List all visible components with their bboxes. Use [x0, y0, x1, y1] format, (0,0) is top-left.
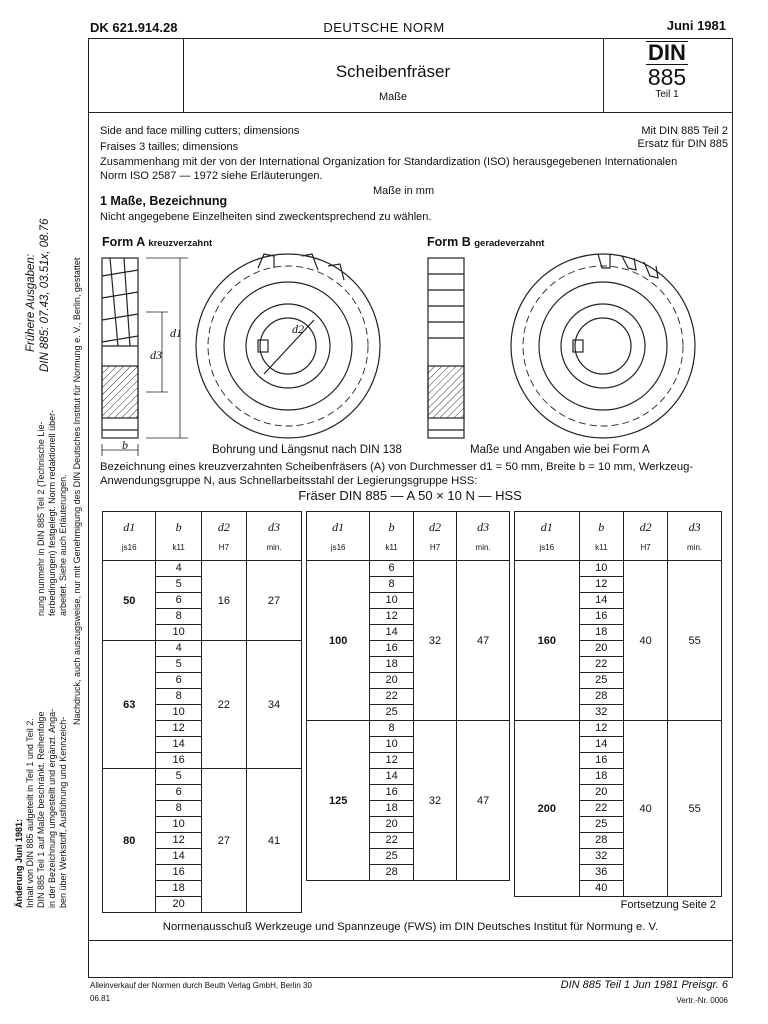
header-d2	[413, 512, 456, 561]
table-header-row	[307, 512, 510, 561]
cell-b: 8	[370, 577, 414, 593]
table-row	[103, 769, 302, 785]
cell-b: 18	[370, 657, 414, 673]
cell-b: 14	[156, 849, 201, 865]
cell-b: 12	[370, 609, 414, 625]
cell-d2: 32	[413, 721, 456, 881]
header-b-tolerance: k11	[595, 543, 608, 552]
din-part: Teil 1	[655, 89, 679, 100]
header-d2	[623, 512, 667, 561]
cell-b: 32	[579, 849, 623, 865]
dk-number: DK 621.914.28	[90, 20, 178, 35]
form-a-label: Form A	[102, 235, 145, 249]
cell-b: 25	[579, 817, 623, 833]
cell-b: 20	[156, 897, 201, 913]
header-b	[370, 512, 414, 561]
change-line-1: Inhalt von DIN 885 aufgeteilt in Teil 1 und Teil 2.	[25, 718, 35, 908]
cell-d2: 40	[623, 561, 667, 721]
cell-b: 4	[156, 561, 201, 577]
form-b-side-view	[428, 258, 464, 438]
form-b-caption: Maße und Angaben wie bei Form A	[470, 444, 650, 456]
din-number: 885	[647, 64, 687, 90]
header-d1-symbol: d1	[540, 520, 553, 534]
committee-line: Normenausschuß Werkzeuge und Spannzeuge (FWS) im DIN Deutsches Institut für Normung e. V.	[162, 921, 659, 933]
table-header-row	[515, 512, 722, 561]
cell-b: 36	[579, 865, 623, 881]
header-d1-tolerance: js16	[539, 543, 555, 552]
norm-label: DEUTSCHE NORM	[323, 20, 445, 35]
change-line-3: in der Bezeichnung umgestellt und ergänzt. Anga-	[47, 708, 57, 908]
cell-b: 22	[579, 657, 623, 673]
header-d1	[307, 512, 370, 561]
form-a-side-view	[102, 258, 138, 438]
header-d1-symbol: d1	[332, 520, 345, 534]
related-standard: Mit DIN 885 Teil 2	[641, 125, 728, 137]
cell-b: 8	[156, 609, 201, 625]
cell-b: 8	[156, 689, 201, 705]
table-row	[307, 721, 510, 737]
cell-b: 5	[156, 577, 201, 593]
header-d3-tolerance: min.	[475, 543, 491, 552]
issue-date: Juni 1981	[666, 18, 726, 33]
replacement-standard: Ersatz für DIN 885	[637, 138, 728, 150]
header-d2-symbol: d2	[217, 520, 230, 534]
cell-b: 4	[156, 641, 201, 657]
english-title: Side and face milling cutters; dimensions	[100, 125, 300, 137]
table-row	[103, 641, 302, 657]
cell-d1: 160	[515, 561, 580, 721]
cell-b: 10	[370, 593, 414, 609]
cell-b: 5	[156, 769, 201, 785]
cell-b: 10	[156, 625, 201, 641]
cell-b: 20	[579, 641, 623, 657]
header-d2-tolerance: H7	[640, 543, 651, 552]
din-badge	[606, 41, 728, 100]
dimension-table-3	[514, 511, 722, 897]
header-d3-tolerance: min.	[687, 543, 703, 552]
cell-b: 6	[156, 785, 201, 801]
change-line-7: arbeitet. Siehe auch Erläuterungen.	[58, 474, 68, 616]
cell-d3: 55	[668, 561, 722, 721]
header-d2-symbol: d2	[429, 520, 442, 534]
cell-b: 10	[156, 705, 201, 721]
dimension-table-2	[306, 511, 510, 881]
header-d2	[201, 512, 246, 561]
designation-example: Fräser DIN 885 — A 50 × 10 N — HSS	[298, 488, 522, 503]
cell-d2: 22	[201, 641, 246, 769]
header-b-tolerance: k11	[385, 543, 398, 552]
section-heading: 1 Maße, Bezeichnung	[100, 194, 228, 208]
header-d3	[247, 512, 302, 561]
change-line-5: nung nunmehr in DIN 885 Teil 2 (Technische Lie-	[36, 421, 46, 616]
iso-relation-2: Norm ISO 2587 — 1972 siehe Erläuterungen.	[100, 170, 323, 182]
cell-b: 10	[156, 817, 201, 833]
cell-b: 18	[370, 801, 414, 817]
page-title: Scheibenfräser	[335, 62, 451, 81]
title-bottom-rule	[88, 112, 733, 113]
earlier-editions-text: DIN 885: 07.43, 03.51x, 08.76	[39, 218, 51, 372]
cell-b: 25	[370, 705, 414, 721]
header-d1-tolerance: js16	[121, 543, 137, 552]
cell-d2: 32	[413, 561, 456, 721]
cell-b: 16	[579, 609, 623, 625]
cell-b: 18	[579, 769, 623, 785]
form-a-desc: kreuzverzahnt	[148, 238, 213, 249]
cell-b: 16	[370, 641, 414, 657]
cell-b: 22	[370, 833, 414, 849]
cell-b: 40	[579, 881, 623, 897]
section-note: Nicht angegebene Einzelheiten sind zweckentsprechend zu wählen.	[100, 211, 432, 223]
table-row	[515, 561, 722, 577]
earlier-editions-label: Frühere Ausgaben:	[25, 253, 37, 352]
change-title: Änderung Juni 1981:	[14, 818, 24, 908]
cell-d3: 47	[457, 721, 510, 881]
cell-b: 14	[579, 593, 623, 609]
cell-d3: 55	[668, 721, 722, 897]
dim-label-b: b	[122, 438, 128, 452]
form-b-label: Form B	[427, 235, 471, 249]
units-note: Maße in mm	[373, 185, 435, 197]
cell-b: 18	[156, 881, 201, 897]
change-line-4: ben über Werkstoff, Ausführung und Kennzeich-	[58, 716, 68, 908]
page-subtitle: Maße	[378, 91, 408, 103]
copyright-note: Nachdruck, auch auszugsweise, nur mit Genehmigung des DIN Deutsches Institut für Normung e. V., Berlin, gestattet	[72, 257, 82, 725]
table-row	[103, 561, 302, 577]
header-b	[579, 512, 623, 561]
cell-b: 6	[156, 593, 201, 609]
header-d3-tolerance: min.	[266, 543, 282, 552]
title-divider-right	[603, 38, 604, 112]
header-d1-tolerance: js16	[330, 543, 346, 552]
header-d3	[457, 512, 510, 561]
cell-d1: 125	[307, 721, 370, 881]
cell-d3: 27	[247, 561, 302, 641]
header-b-symbol: b	[175, 520, 182, 534]
cell-b: 28	[579, 833, 623, 849]
header-b-symbol: b	[388, 520, 395, 534]
cell-d3: 47	[457, 561, 510, 721]
cell-b: 5	[156, 657, 201, 673]
form-b-desc: geradeverzahnt	[474, 238, 545, 249]
cell-b: 22	[370, 689, 414, 705]
cell-b: 32	[579, 705, 623, 721]
continued-note: Fortsetzung Seite 2	[620, 899, 716, 911]
cell-b: 20	[370, 673, 414, 689]
header-d2-tolerance: H7	[429, 543, 441, 552]
form-a-front-view	[196, 254, 380, 438]
cell-b: 6	[156, 673, 201, 689]
cell-b: 28	[579, 689, 623, 705]
change-line-2: DIN 885 Teil 1 auf Maße beschränkt. Reihenfolge	[36, 711, 46, 908]
cell-d1: 63	[103, 641, 156, 769]
cell-b: 14	[156, 737, 201, 753]
header-d3-symbol: d3	[477, 520, 490, 534]
cell-b: 16	[156, 753, 201, 769]
change-line-6: ferbedingungen) festgelegt. Norm redaktionell über-	[47, 409, 57, 616]
header-d3-symbol: d3	[268, 520, 280, 534]
cell-d3: 34	[247, 641, 302, 769]
header-d3	[668, 512, 722, 561]
reference-line: DIN 885 Teil 1 Jun 1981 Preisgr. 6	[560, 979, 728, 991]
cutter-drawing	[88, 246, 733, 456]
designation-line-2: Anwendungsgruppe N, aus Schnellarbeitsstahl der Legierungsgruppe HSS:	[100, 475, 478, 487]
table-row	[307, 561, 510, 577]
dimension-table-1	[102, 511, 302, 913]
cell-b: 16	[579, 753, 623, 769]
cell-b: 22	[579, 801, 623, 817]
cell-b: 6	[370, 561, 414, 577]
cell-d1: 100	[307, 561, 370, 721]
header-b-tolerance: k11	[172, 543, 185, 552]
cell-d3: 41	[247, 769, 302, 913]
cell-b: 10	[579, 561, 623, 577]
bore-caption: Bohrung und Längsnut nach DIN 138	[212, 444, 402, 456]
cell-b: 12	[579, 721, 623, 737]
cell-b: 14	[579, 737, 623, 753]
footer-rule	[88, 940, 733, 941]
dim-label-d3: d3	[150, 348, 162, 362]
cell-b: 12	[579, 577, 623, 593]
cell-b: 20	[579, 785, 623, 801]
cell-b: 20	[370, 817, 414, 833]
cell-b: 14	[370, 769, 414, 785]
print-code: 06.81	[90, 994, 111, 1003]
designation-line-1: Bezeichnung eines kreuzverzahnten Scheibenfräsers (A) von Durchmesser d1 = 50 mm, Breite b = 10 mm, Werkzeug-	[100, 461, 694, 473]
table-row	[515, 721, 722, 737]
cell-b: 28	[370, 865, 414, 881]
french-title: Fraises 3 tailles; dimensions	[100, 141, 239, 153]
cell-d2: 16	[201, 561, 246, 641]
header-d3-symbol: d3	[688, 520, 701, 534]
vertr-number: Vertr.-Nr. 0006	[676, 996, 728, 1005]
din-word: DIN	[648, 40, 686, 65]
iso-relation-1: Zusammenhang mit der von der International Organization for Standardization (ISO) herausgegebenen Internationalen	[100, 156, 678, 168]
header-d1	[103, 512, 156, 561]
cell-b: 12	[370, 753, 414, 769]
cell-b: 8	[370, 721, 414, 737]
cell-b: 25	[370, 849, 414, 865]
dim-label-d2: d2	[292, 322, 304, 336]
cell-d1: 50	[103, 561, 156, 641]
header-d2-symbol: d2	[639, 520, 652, 534]
cell-b: 18	[579, 625, 623, 641]
header-d1-symbol: d1	[123, 520, 136, 534]
cell-d2: 40	[623, 721, 667, 897]
dim-label-d1: d1	[170, 326, 182, 340]
cell-b: 12	[156, 721, 201, 737]
form-a-dimension-lines	[102, 258, 188, 456]
table-header-row	[103, 512, 302, 561]
cell-b: 12	[156, 833, 201, 849]
header-b-symbol: b	[598, 520, 605, 534]
cell-d1: 200	[515, 721, 580, 897]
cell-d2: 27	[201, 769, 246, 913]
header-d1	[515, 512, 580, 561]
cell-b: 8	[156, 801, 201, 817]
header-d2-tolerance: H7	[218, 543, 230, 552]
cell-d1: 80	[103, 769, 156, 913]
cell-b: 16	[370, 785, 414, 801]
form-b-front-view	[511, 254, 695, 438]
cell-b: 14	[370, 625, 414, 641]
cell-b: 16	[156, 865, 201, 881]
cell-b: 25	[579, 673, 623, 689]
sales-note: Alleinverkauf der Normen durch Beuth Verlag GmbH, Berlin 30	[90, 981, 312, 990]
cell-b: 10	[370, 737, 414, 753]
header-b	[156, 512, 201, 561]
